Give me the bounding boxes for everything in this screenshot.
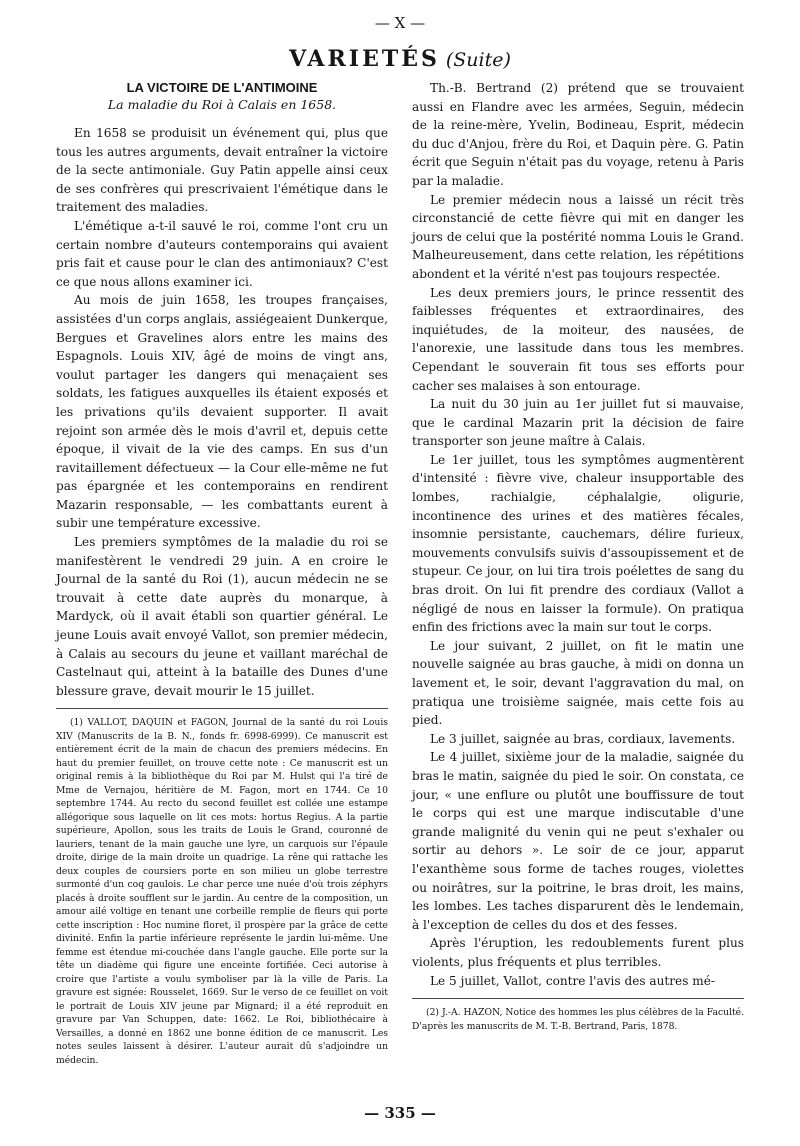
paragraph: Le premier médecin nous a laissé un récit très circonstancié de cette fièvre qui mit en danger les jours de celui que la postérité nomma Louis le Grand. Malheureusement, dans cette relation, les répétitions abondent et la vérité n'est pas toujours respectée. xyxy=(412,192,744,281)
paragraph: L'émétique a-t-il sauvé le roi, comme l'ont cru un certain nombre d'auteurs contemporains qui avaient pris fait et cause pour le clan des antimoniaux? C'est ce que nous allons examiner ici. xyxy=(56,218,388,289)
page-number: — 335 — xyxy=(364,1104,436,1122)
paragraph: Les premiers symptômes de la maladie du roi se manifestèrent le vendredi 29 juin. A en croire le Journal de la santé du Roi (1), aucun médecin ne se trouvait à cette date auprès du monarque, à Mardyck, où il avait établi son quartier général. Le jeune Louis avait envoyé Vallot, son premier médecin, à Calais au secours du jeune et vaillant maréchal de Castelnaut qui, atteint à la bataille des Dunes d'une blessure grave, devait mourir le 15 juillet. xyxy=(56,535,388,698)
footnote-divider xyxy=(56,708,388,709)
section-title: LA VICTOIRE DE L'ANTIMOINE xyxy=(126,80,318,95)
footnote-divider xyxy=(412,998,744,999)
paragraph: Le 4 juillet, sixième jour de la maladie, saignée du bras le matin, saignée du pied le soir. On constata, ce jour, « une enflure ou plutôt une bouffissure de tout le corps qui est une marque indiscutable d'une grande malignité du venin qui ne peut s'exhaler ou sortir au dehors ». Le soir de ce jour, apparut l'exanthème sous forme de taches rouges, violettes ou noirâtres, sur la poitrine, le bras droit, les mains, les lombes. Les taches disparurent dès le lendemain, à l'exception de celles du dos et des fesses. xyxy=(412,750,744,932)
paragraph: Au mois de juin 1658, les troupes françaises, assistées d'un corps anglais, assiégeaient Dunkerque, Bergues et Gravelines alors entre les mains des Espagnols. Louis XIV, âgé de moins de vingt ans, voulut partager les dangers qui menaçaient ses soldats, les fatigues auxquelles ils étaient exposés et les privations qu'ils devaient supporter. Il avait rejoint son armée dès le mois d'avril et, depuis cette époque, il vivait de la vie des camps. En sus d'un ravitaillement défectueux — la Cour elle-même ne fut pas épargnée et les contemporains en rendirent Mazarin responsable, — les combattants eurent à subir une température excessive. xyxy=(56,293,388,531)
footnote: (1) VALLOT, DAQUIN et FAGON, Journal de la santé du roi Louis XIV (Manuscrits de la B. N., fonds fr. 6998-6999). Ce manuscrit est entièrement écrit de la main de chacun des premiers médecins. En haut du premier feuillet, on trouve cette note : Ce manuscrit est un original remis à la bibliothèque du Roi par M. Hulst qui l'a tiré de Mme de Vernajou, héritière de M. Fagon, mort en 1744. Ce 10 septembre 1744. Au recto du second feuillet est collée une estampe allégorique sous laquelle on lit ces mots: hortus Regius. A la partie supérieure, Apollon, sous les traits de Louis le Grand, couronné de lauriers, tenant de la main gauche une lyre, un carquois sur l'épaule droite, dirige de la main droite un quadrige. La rêne qui rattache les deux couples de coursiers porte en son milieu un globe terrestre surmonté d'un coq gaulois. Le char perce une nuée d'où trois zéphyrs placés à droite soufflent sur le jardin. Au centre de la composition, un amour ailé voltige en tenant une corbeille remplie de fleurs qui porte cette inscription : Hoc numine floret, il prospère par la grâce de cette divinité. Enfin la partie inférieure représente le jardin lui-même. Une femme est étendue mi-couchée dans l'angle gauche. Elle porte sur la tête un diadème qui figure une enceinte fortifiée. Ceci autorise à croire que l'artiste a voulu symboliser par là la ville de Paris. La gravure est signée: Rousselet, 1669. Sur le verso de ce feuillet on voit le portrait de Louis XIV jeune par Mignard; il a été reproduit en gravure par Van Schuppen, date: 1662. Le Roi, bibliothécaire à Versailles, a donné en 1862 une bonne édition de ce manuscrit. Les notes seules laissent à désirer. L'auteur aurait dû s'adjoindre un médecin. xyxy=(56,717,388,1066)
left-column xyxy=(56,79,388,1067)
right-column xyxy=(412,79,744,1033)
paragraph: La nuit du 30 juin au 1er juillet fut si mauvaise, que le cardinal Mazarin prit la décision de faire transporter son jeune maître à Calais. xyxy=(412,397,744,449)
paragraph: Les deux premiers jours, le prince ressentit des faiblesses fréquentes et extraordinaires, des inquiétudes, de la moiteur, des nausées, de l'anorexie, une lassitude dans tous les membres. Cependant le souverain fit tous ses efforts pour cacher ses malaises à son entourage. xyxy=(412,285,744,393)
paragraph: En 1658 se produisit un événement qui, plus que tous les autres arguments, devait entraîner la victoire de la secte antimoniale. Guy Patin appelle ainsi ceux de ses confrères qui prescrivaient l'émétique dans le traitement des maladies. xyxy=(56,126,388,215)
title-main: VARIETÉS xyxy=(289,46,440,72)
paragraph: Th.-B. Bertrand (2) prétend que se trouvaient aussi en Flandre avec les armées, Seguin, médecin de la reine-mère, Yvelin, Bodineau, Esprit, médecin du duc d'Anjou, frère du Roi, et Daquin père. G. Patin écrit que Seguin n'était pas du voyage, retenu à Paris par la maladie. xyxy=(412,81,744,188)
title-suffix: (Suite) xyxy=(445,49,511,71)
paragraph: Le 1er juillet, tous les symptômes augmentèrent d'intensité : fièvre vive, chaleur insupportable des lombes, rachialgie, céphalalgie, oligurie, incontinence des urines et des matières fécales, insomnie persistante, cauchemars, délire furieux, mouvements convulsifs suivis d'assoupissement et de stupeur. Ce jour, on lui tira trois poélettes de sang du bras droit. On lui fit prendre des cordiaux (Vallot a négligé de nous en laisser la formule). On pratiqua enfin des frictions avec la main sur tout le corps. xyxy=(412,452,744,635)
page-section-mark: — X — xyxy=(374,14,426,32)
section-subtitle: La maladie du Roi à Calais en 1658. xyxy=(107,97,337,112)
paragraph: Le 5 juillet, Vallot, contre l'avis des autres mé- xyxy=(430,973,715,988)
paragraph: Le 3 juillet, saignée au bras, cordiaux, lavements. xyxy=(430,731,736,746)
footnote: (2) J.-A. HAZON, Notice des hommes les plus célèbres de la Faculté. D'après les manuscrits de M. T.-B. Bertrand, Paris, 1878. xyxy=(412,1007,744,1032)
paragraph: Après l'éruption, les redoublements furent plus violents, plus fréquents et plus terribles. xyxy=(412,936,744,969)
page-title xyxy=(0,46,800,72)
paragraph: Le jour suivant, 2 juillet, on fit le matin une nouvelle saignée au bras gauche, à midi on donna un lavement et, le soir, devant l'aggravation du mal, on pratiqua une troisième saignée, mais cette fois au pied. xyxy=(412,638,744,728)
